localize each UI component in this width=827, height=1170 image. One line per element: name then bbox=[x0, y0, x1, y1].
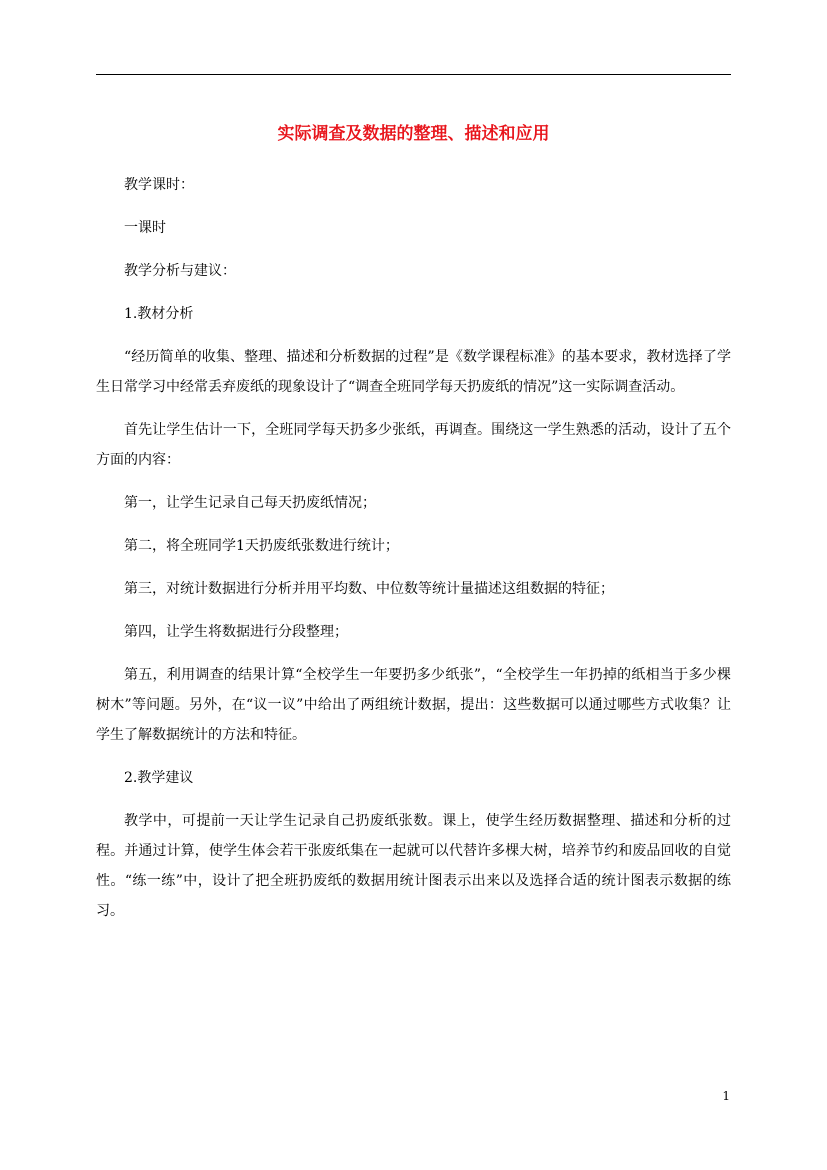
paragraph-section-1-heading: 1.教材分析 bbox=[124, 306, 194, 322]
paragraph-class-hours-label: 教学课时： bbox=[124, 177, 194, 193]
page-number: 1 bbox=[722, 1089, 730, 1103]
paragraph-point-2: 第二，将全班同学1天扔废纸张数进行统计； bbox=[124, 538, 399, 554]
paragraph-teaching-suggestion: 教学中，可提前一天让学生记录自己扔废纸张数。课上，使学生经历数据整理、描述和分析的过程。并通过计算，使学生体会若干张废纸集在一起就可以代替许多棵大树，培养节约和废品回收的自觉性。“练一练”中，设计了把全班扔废纸的数据用统计图表示出来以及选择合适的统计图表示数据的练习。 bbox=[96, 813, 731, 919]
paragraph-analysis-heading: 教学分析与建议： bbox=[124, 263, 236, 279]
paragraph-point-4: 第四，让学生将数据进行分段整理； bbox=[124, 624, 348, 640]
paragraph-section-2-heading: 2.教学建议 bbox=[124, 770, 194, 786]
paragraph-point-3: 第三，对统计数据进行分析并用平均数、中位数等统计量描述这组数据的特征； bbox=[124, 581, 614, 597]
paragraph-textbook-analysis: “经历简单的收集、整理、描述和分析数据的过程”是《数学课程标准》的基本要求，教材选择了学生日常学习中经常丢弃废纸的现象设计了“调查全班同学每天扔废纸的情况”这一实际调查活动。 bbox=[96, 349, 731, 395]
paragraph-class-hours-value: 一课时 bbox=[124, 220, 166, 236]
header-rule bbox=[96, 74, 731, 75]
paragraph-estimate-first: 首先让学生估计一下，全班同学每天扔多少张纸，再调查。围绕这一学生熟悉的活动，设计了五个方面的内容： bbox=[96, 422, 731, 468]
paragraph-point-5: 第五，利用调查的结果计算“全校学生一年要扔多少纸张”，“全校学生一年扔掉的纸相当于多少棵树木”等问题。另外，在“议一议”中给出了两组统计数据，提出：这些数据可以通过哪些方式收集？让学生了解数据统计的方法和特征。 bbox=[96, 667, 731, 743]
document-title: 实际调查及数据的整理、描述和应用 bbox=[277, 124, 550, 144]
paragraph-point-1: 第一，让学生记录自己每天扔废纸情况； bbox=[124, 495, 376, 511]
document-body bbox=[96, 170, 731, 939]
